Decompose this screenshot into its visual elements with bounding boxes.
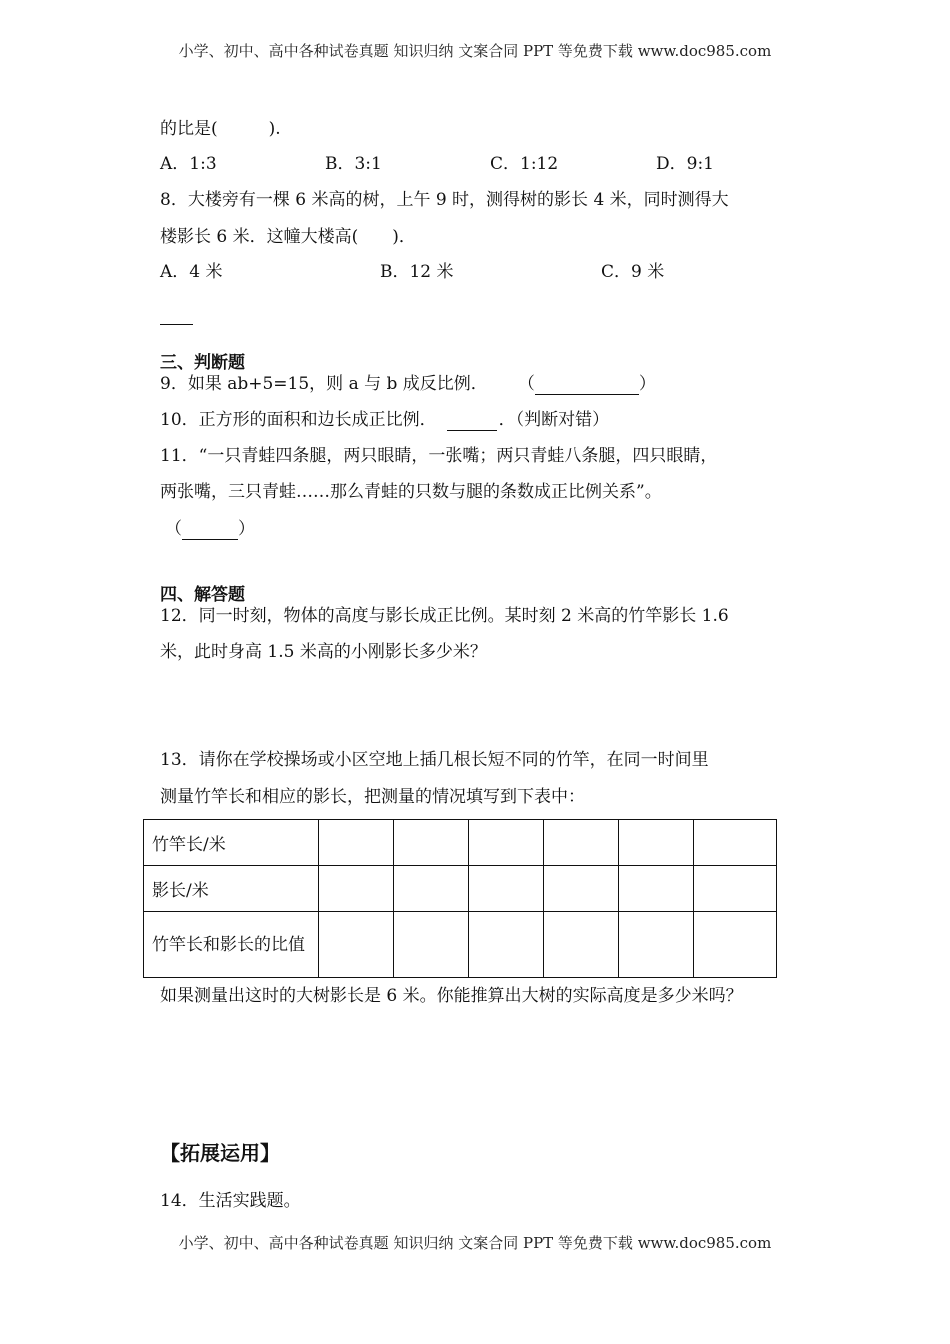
q8-option-b: B．12 米 [380,262,454,282]
table-cell[interactable] [469,866,544,912]
q7-option-a: A．1:3 [160,154,217,174]
table-row-label: 竹竿长和影长的比值 [144,912,319,978]
q10 [160,409,609,431]
q9-answer-blank[interactable] [535,394,639,395]
q7-option-b: B．3:1 [325,154,382,174]
table-cell[interactable] [319,820,394,866]
table-cell[interactable] [319,866,394,912]
table-cell[interactable] [394,866,469,912]
table-cell[interactable] [394,820,469,866]
q9-bracket-close: ） [638,374,656,394]
table-row-label: 影长/米 [144,866,319,912]
q11-answer [165,518,255,540]
q9-bracket-open: （ [517,374,535,394]
table-row-label: 竹竿长/米 [144,820,319,866]
table-cell[interactable] [469,820,544,866]
q12-line-2: 米，此时身高 1.5 米高的小刚影长多少米？ [160,642,487,662]
table-cell[interactable] [394,912,469,978]
table-cell[interactable] [694,866,777,912]
table-cell[interactable] [619,820,694,866]
table-cell[interactable] [319,912,394,978]
q14: 14．生活实践题。 [160,1191,301,1211]
q11-bracket-open: （ [165,519,182,539]
q13-line-2: 测量竹竿长和相应的影长，把测量的情况填写到下表中： [160,787,585,807]
q9-text: 9．如果 ab+5=15，则 a 与 b 成反比例． [160,374,488,394]
section-4-title: 四、解答题 [160,585,245,605]
q7-option-c: C．1:12 [490,154,559,174]
table-cell[interactable] [544,866,619,912]
extension-title: 【拓展运用】 [160,1141,280,1165]
section-3-title: 三、判断题 [160,353,245,373]
q7-option-d: D．9:1 [656,154,714,174]
table-cell[interactable] [469,912,544,978]
table-cell[interactable] [619,912,694,978]
q8-option-a: A．4 米 [160,262,223,282]
q8-line-2: 楼影长 6 米．这幢大楼高( )． [160,227,416,247]
q10-answer-blank[interactable] [447,430,497,431]
table-cell[interactable] [694,820,777,866]
table-row [144,912,777,978]
divider [160,324,193,325]
q13-follow-up: 如果测量出这时的大树影长是 6 米。你能推算出大树的实际高度是多少米吗？ [160,986,743,1006]
q7-tail: 的比是( ). [160,119,281,139]
table-row [144,820,777,866]
table-cell[interactable] [544,820,619,866]
page-header: 小学、初中、高中各种试卷真题 知识归纳 文案合同 PPT 等免费下载 www.doc985.com [178,42,772,60]
q11-bracket-close: ） [238,519,255,539]
page-footer: 小学、初中、高中各种试卷真题 知识归纳 文案合同 PPT 等免费下载 www.doc985.com [178,1234,772,1252]
table-row [144,866,777,912]
q12-line-1: 12．同一时刻，物体的高度与影长成正比例。某时刻 2 米高的竹竿影长 1.6 [160,606,729,626]
table-cell[interactable] [694,912,777,978]
q11-line-2: 两张嘴，三只青蛙……那么青蛙的只数与腿的条数成正比例关系”。 [160,482,662,502]
q13-line-1: 13．请你在学校操场或小区空地上插几根长短不同的竹竿，在同一时间里 [160,750,709,770]
q11-answer-blank[interactable] [182,539,238,540]
q11-line-1: 11．“一只青蛙四条腿，两只眼睛，一张嘴；两只青蛙八条腿，四只眼睛， [160,446,718,466]
q10-text: 10．正方形的面积和边长成正比例． [160,410,437,430]
q10-tail: ．（判断对错） [498,410,610,430]
q8-line-1: 8．大楼旁有一棵 6 米高的树，上午 9 时，测得树的影长 4 米，同时测得大 [160,190,729,210]
table-cell[interactable] [619,866,694,912]
q9 [160,373,656,395]
q8-option-c: C．9 米 [601,262,665,282]
table-cell[interactable] [544,912,619,978]
measurement-table [143,819,777,978]
